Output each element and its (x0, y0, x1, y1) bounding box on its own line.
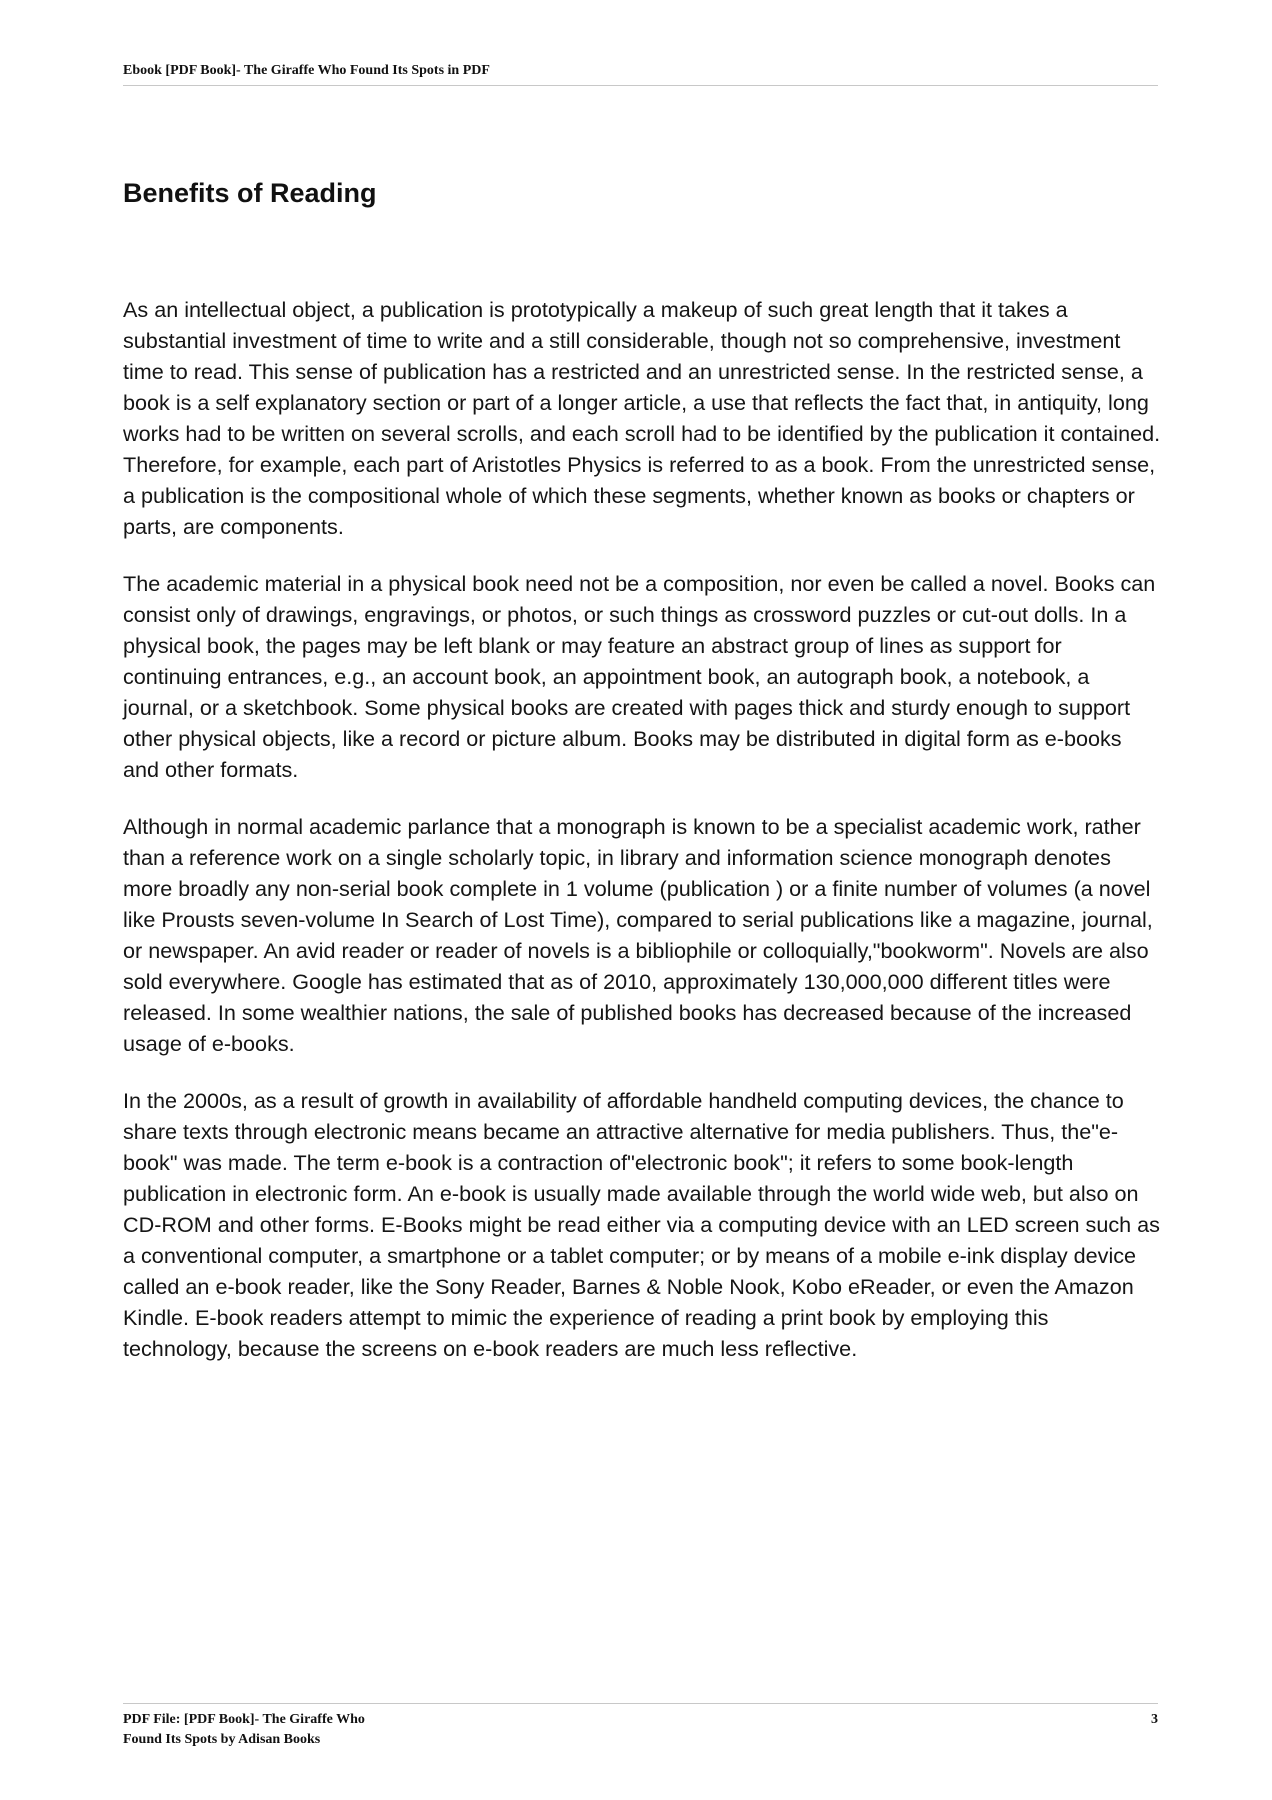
footer-file-info (123, 1710, 523, 1750)
section-title: Benefits of Reading (123, 178, 377, 208)
footer-file-line: PDF File: [PDF Book]- The Giraffe Who (123, 1712, 365, 1727)
body-text (123, 294, 1163, 1390)
paragraph: The academic material in a physical book need not be a composition, nor even be called a novel. Books can consist only of drawings, engravings, or photos, or such things as crossword puzzles or cut-out dolls. In a physical book, the pages may be left blank or may feature an abstract group of lines as support for continuing entrances, e.g., an account book, an appointment book, an autograph book, a notebook, a journal, or a sketchbook. Some physical books are created with pages thick and sturdy enough to support other physical objects, like a record or picture album. Books may be distributed in digital form as e-books and other formats. (123, 571, 1156, 782)
running-header: Ebook [PDF Book]- The Giraffe Who Found Its Spots in PDF (123, 63, 490, 78)
footer-divider (123, 1703, 1158, 1704)
paragraph: As an intellectual object, a publication is prototypically a makeup of such great length that it takes a substantial investment of time to write and a still considerable, though not so comprehensive, investment time to read. This sense of publication has a restricted and an unrestricted sense. In the restricted sense, a book is a self explanatory section or part of a longer article, a use that reflects the fact that, in antiquity, long works had to be written on several scrolls, and each scroll had to be identified by the publication it contained. Therefore, for example, each part of Aristotles Physics is referred to as a book. From the unrestricted sense, a publication is the compositional whole of which these segments, whether known as books or chapters or parts, are components. (123, 297, 1161, 539)
page-number: 3 (1151, 1712, 1158, 1727)
paragraph: Although in normal academic parlance that a monograph is known to be a specialist academic work, rather than a reference work on a single scholarly topic, in library and information science monograph denotes more broadly any non-serial book complete in 1 volume (publication ) or a finite number of volumes (a novel like Prousts seven-volume In Search of Lost Time), compared to serial publications like a magazine, journal, or newspaper. An avid reader or reader of novels is a bibliophile or colloquially,"bookworm". Novels are also sold everywhere. Google has estimated that as of 2010, approximately 130,000,000 different titles were released. In some wealthier nations, the sale of published books has decreased because of the increased usage of e-books. (123, 814, 1153, 1056)
footer-file-line: Found Its Spots by Adisan Books (123, 1732, 321, 1747)
header-divider (123, 85, 1158, 86)
paragraph: In the 2000s, as a result of growth in availability of affordable handheld computing devices, the chance to share texts through electronic means became an attractive alternative for media publishers. Thus, the"e-book" was made. The term e-book is a contraction of"electronic book"; it refers to some book-length publication in electronic form. An e-book is usually made available through the world wide web, but also on CD-ROM and other forms. E-Books might be read either via a computing device with an LED screen such as a conventional computer, a smartphone or a tablet computer; or by means of a mobile e-ink display device called an e-book reader, like the Sony Reader, Barnes & Noble Nook, Kobo eReader, or even the Amazon Kindle. E-book readers attempt to mimic the experience of reading a print book by employing this technology, because the screens on e-book readers are much less reflective. (123, 1088, 1160, 1361)
